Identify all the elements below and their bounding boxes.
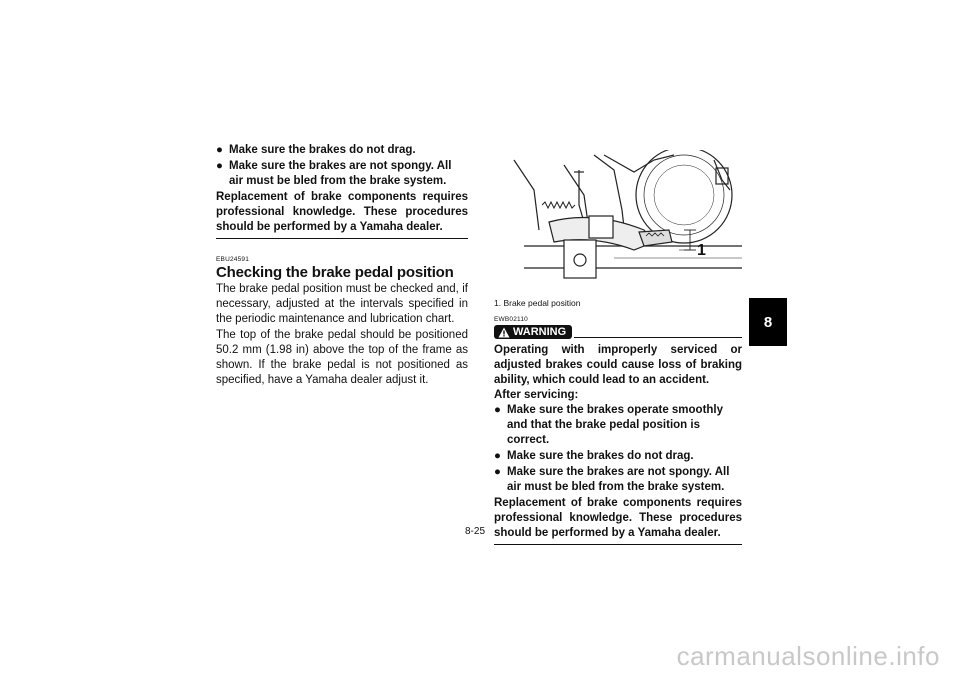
page-number: 8-25 xyxy=(465,526,486,537)
body-paragraph: The brake pedal position must be checked and, if necessary, adjusted at the intervals specified in the periodic maintenance and lubrication chart. xyxy=(216,283,468,326)
warning-text: Operating with improperly serviced or adjusted brakes could cause loss of braking ability, which could lead to an accident. xyxy=(494,344,742,386)
bullet-dot: ● xyxy=(494,404,501,416)
warning-header xyxy=(494,325,742,339)
bullet-dot: ● xyxy=(216,160,223,172)
body-paragraph: The top of the brake pedal should be positioned 50.2 mm (1.98 in) above the top of the frame as shown. If the brake pedal is not positioned as specified, have a Yamaha dealer adjust it. xyxy=(216,328,468,387)
bullet-item: ● Make sure the brakes are not spongy. All air must be bled from the brake system. xyxy=(216,160,452,187)
bullet-dot: ● xyxy=(216,144,223,156)
bullet-item: ● Make sure the brakes are not spongy. All air must be bled from the brake system. xyxy=(494,466,730,493)
section-code: EBU24591 xyxy=(216,256,250,263)
figure-callout: 1 xyxy=(697,242,706,259)
watermark: carmanualsonline.info xyxy=(676,641,940,671)
warning-label: WARNING xyxy=(513,326,567,338)
warning-badge xyxy=(494,325,572,339)
warning-rule xyxy=(574,337,742,338)
bullet-dot: ● xyxy=(494,450,501,462)
right-column xyxy=(494,150,742,545)
bullet-item: ● Make sure the brakes operate smoothly and that the brake pedal position is correct. xyxy=(494,404,724,446)
section-heading: Checking the brake pedal position xyxy=(216,264,454,281)
warning-triangle-icon xyxy=(498,327,510,338)
bullet-item: ● Make sure the brakes do not drag. xyxy=(216,144,416,156)
warning-code: EWB02110 xyxy=(494,316,528,323)
caution-paragraph: Replacement of brake components requires professional knowledge. These procedures should be performed by a Yamaha dealer. xyxy=(494,497,742,539)
after-servicing-label: After servicing: xyxy=(494,389,579,401)
bullet-dot: ● xyxy=(494,466,501,478)
bullet-item: ● Make sure the brakes do not drag. xyxy=(494,450,694,462)
brake-pedal-drawing xyxy=(494,150,742,295)
caution-paragraph: Replacement of brake components requires professional knowledge. These procedures should be performed by a Yamaha dealer. xyxy=(216,191,468,233)
divider xyxy=(494,544,742,545)
figure-caption: 1. Brake pedal position xyxy=(494,298,581,308)
brake-pedal-illustration xyxy=(494,150,742,295)
left-column xyxy=(216,143,468,388)
chapter-tab: 8 xyxy=(749,298,787,346)
